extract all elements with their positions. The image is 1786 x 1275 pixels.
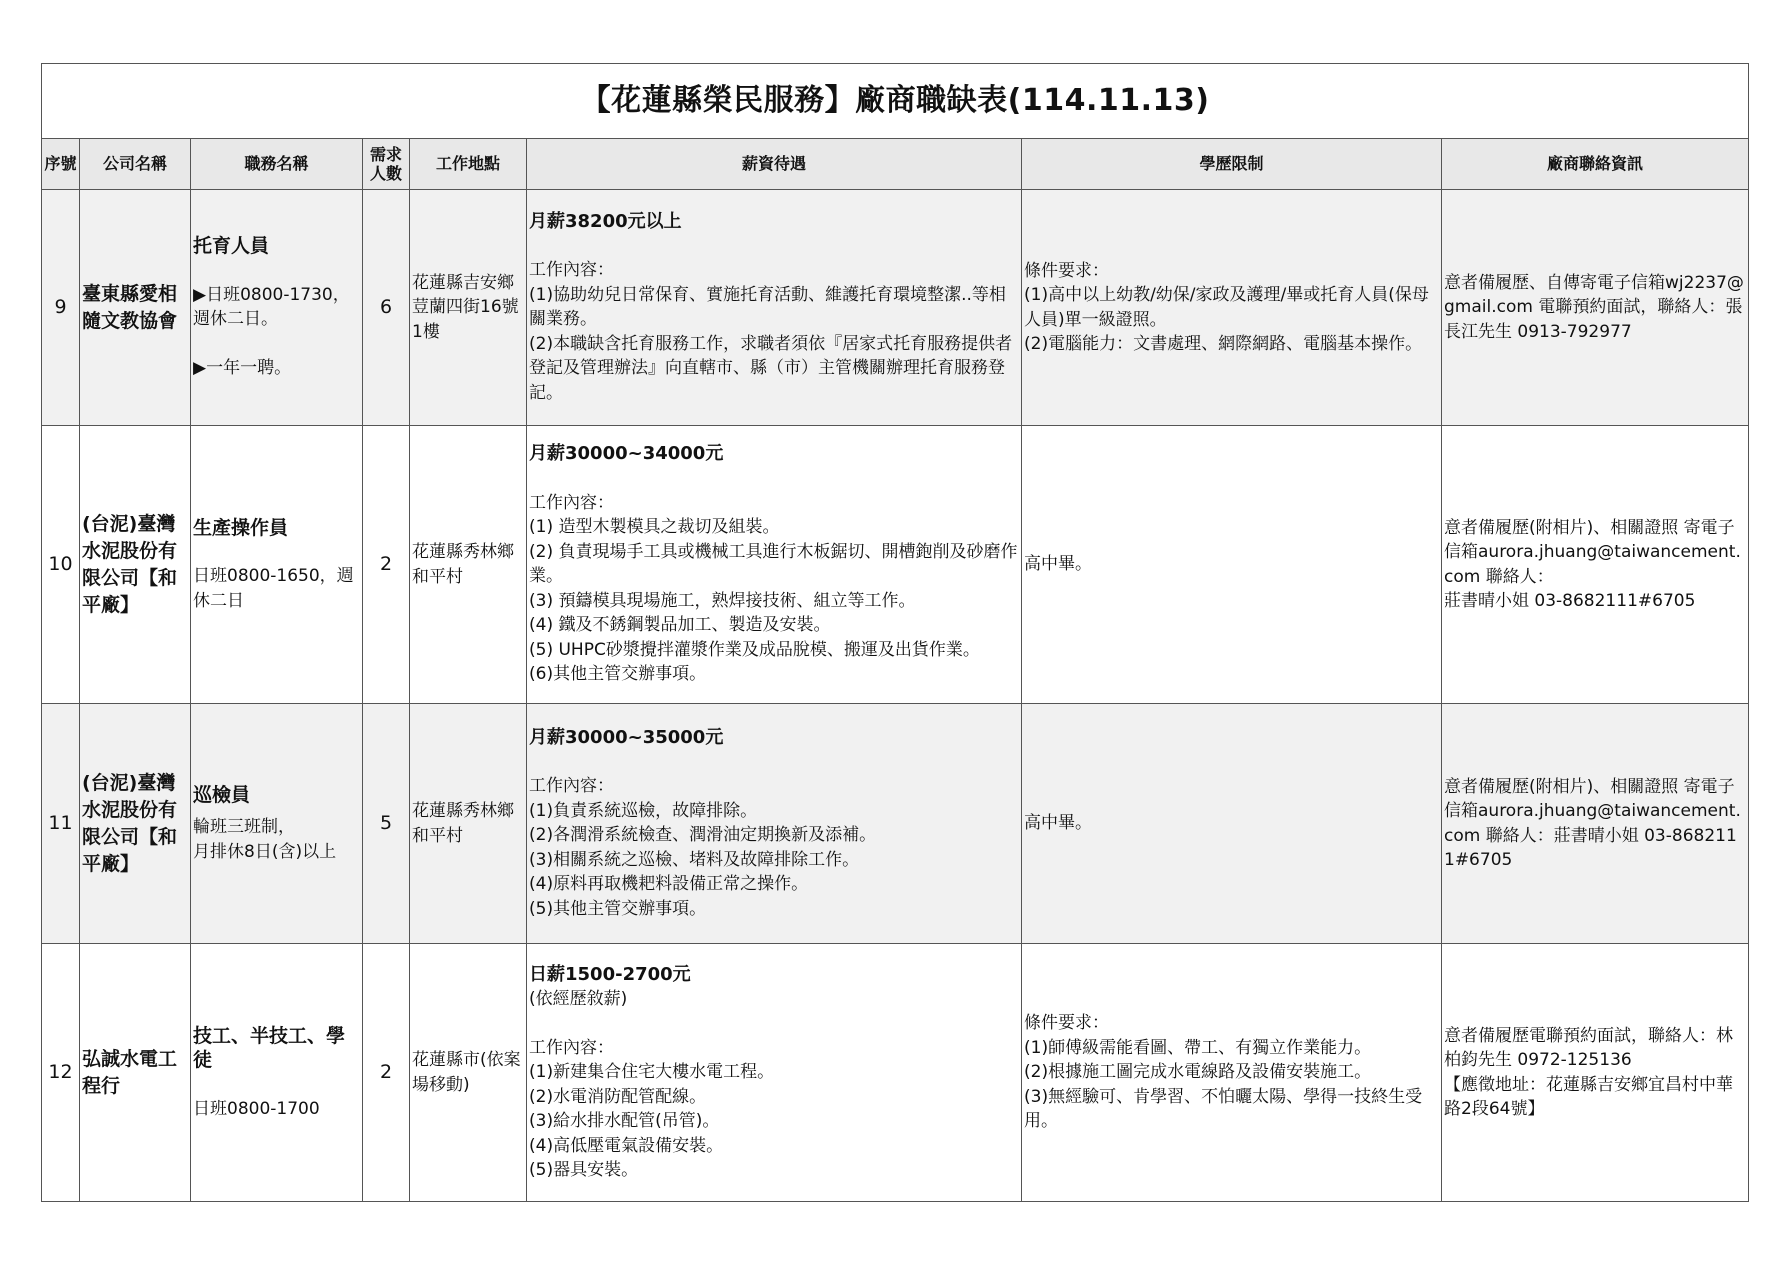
table-row bbox=[42, 704, 1749, 944]
header-education: 學歷限制 bbox=[1022, 139, 1442, 190]
cell-job bbox=[191, 426, 363, 704]
salary-note: (依經歷敘薪) bbox=[529, 989, 628, 1009]
cell-company: (台泥)臺灣水泥股份有限公司【和平廠】 bbox=[80, 426, 191, 704]
header-salary: 薪資待遇 bbox=[527, 139, 1022, 190]
cell-education: 高中畢。 bbox=[1022, 426, 1442, 704]
job-schedule: 日班0800-1650，週休二日 bbox=[193, 566, 354, 611]
header-count: 需求人數 bbox=[363, 139, 410, 190]
job-title: 生產操作員 bbox=[193, 516, 289, 539]
cell-seq: 10 bbox=[42, 426, 80, 704]
cell-location: 花蓮縣市(依案場移動) bbox=[410, 944, 527, 1202]
cell-job bbox=[191, 944, 363, 1202]
cell-salary bbox=[527, 704, 1022, 944]
cell-company: 弘誠水電工程行 bbox=[80, 944, 191, 1202]
job-description: 工作內容： (1)協助幼兒日常保育、實施托育活動、維護托育環境整潔..等相關業務。 (2)本職缺含托育服務工作，求職者須依『居家式托育服務提供者登記及管理辦法』向直轄市、縣（市）主管機關辦理托育服務登記。 bbox=[529, 260, 1013, 403]
cell-company: 臺東縣愛相隨文教協會 bbox=[80, 190, 191, 426]
cell-location: 花蓮縣秀林鄉和平村 bbox=[410, 426, 527, 704]
salary-head: 月薪38200元以上 bbox=[529, 210, 682, 232]
cell-company: (台泥)臺灣水泥股份有限公司【和平廠】 bbox=[80, 704, 191, 944]
table-row bbox=[42, 426, 1749, 704]
cell-education: 高中畢。 bbox=[1022, 704, 1442, 944]
cell-seq: 9 bbox=[42, 190, 80, 426]
header-contact: 廠商聯絡資訊 bbox=[1442, 139, 1749, 190]
cell-count: 2 bbox=[363, 944, 410, 1202]
salary-head: 月薪30000~35000元 bbox=[529, 726, 724, 748]
salary-head: 月薪30000~34000元 bbox=[529, 443, 724, 465]
cell-salary bbox=[527, 426, 1022, 704]
cell-seq: 11 bbox=[42, 704, 80, 944]
header-seq: 序號 bbox=[42, 139, 80, 190]
page-title: 【花蓮縣榮民服務】廠商職缺表(114.11.13) bbox=[42, 64, 1749, 139]
job-description: 工作內容： (1)負責系統巡檢，故障排除。 (2)各潤滑系統檢查、潤滑油定期換新及添補。 (3)相關系統之巡檢、堵料及故障排除工作。 (4)原料再取機耙料設備正常之操作。 (5)其他主管交辦事項。 bbox=[529, 776, 877, 919]
job-title: 技工、半技工、學徒 bbox=[193, 1024, 346, 1072]
job-title: 巡檢員 bbox=[193, 783, 251, 806]
cell-count: 2 bbox=[363, 426, 410, 704]
cell-salary bbox=[527, 190, 1022, 426]
cell-job bbox=[191, 704, 363, 944]
cell-count: 5 bbox=[363, 704, 410, 944]
job-schedule: 日班0800-1700 bbox=[193, 1098, 320, 1119]
cell-seq: 12 bbox=[42, 944, 80, 1202]
cell-contact: 意者備履歷(附相片)、相關證照 寄電子信箱aurora.jhuang@taiwancement.com 聯絡人：莊書晴小姐 03-8682111#6705 bbox=[1442, 704, 1749, 944]
header-job: 職務名稱 bbox=[191, 139, 363, 190]
cell-education: 條件要求： (1)師傅級需能看圖、帶工、有獨立作業能力。 (2)根據施工圖完成水電線路及設備安裝施工。 (3)無經驗可、肯學習、不怕曬太陽、學得一技終生受用。 bbox=[1022, 944, 1442, 1202]
cell-education: 條件要求： (1)高中以上幼教/幼保/家政及護理/畢或托育人員(保母人員)單一級證照。 (2)電腦能力：文書處理、網際網路、電腦基本操作。 bbox=[1022, 190, 1442, 426]
cell-salary bbox=[527, 944, 1022, 1202]
cell-contact: 意者備履歷、自傳寄電子信箱wj2237@gmail.com 電聯預約面試，聯絡人：張長江先生 0913-792977 bbox=[1442, 190, 1749, 426]
cell-contact: 意者備履歷(附相片)、相關證照 寄電子信箱aurora.jhuang@taiwancement.com 聯絡人： 莊書晴小姐 03-8682111#6705 bbox=[1442, 426, 1749, 704]
job-title: 托育人員 bbox=[193, 235, 270, 258]
cell-location: 花蓮縣秀林鄉和平村 bbox=[410, 704, 527, 944]
cell-contact: 意者備履歷電聯預約面試，聯絡人：林柏鈞先生 0972-125136 【應徵地址：花蓮縣吉安鄉宜昌村中華路2段64號】 bbox=[1442, 944, 1749, 1202]
salary-head: 日薪1500-2700元 bbox=[529, 963, 691, 985]
table-row bbox=[42, 190, 1749, 426]
job-description: 工作內容： (1) 造型木製模具之裁切及組裝。 (2) 負責現場手工具或機械工具進行木板鋸切、開槽鉋削及砂磨作業。 (3) 預鑄模具現場施工，熟焊接技術、組立等工作。 (4) 鐵及不銹鋼製品加工、製造及安裝。 (5) UHPC砂漿攪拌灌漿作業及成品脫模、搬運及出貨作業。 (6)其他主管交辦事項。 bbox=[529, 492, 1018, 685]
cell-count: 6 bbox=[363, 190, 410, 426]
table-row bbox=[42, 944, 1749, 1202]
header-location: 工作地點 bbox=[410, 139, 527, 190]
table-header-row bbox=[42, 139, 1749, 190]
job-vacancy-table bbox=[41, 63, 1749, 1202]
cell-job bbox=[191, 190, 363, 426]
header-company: 公司名稱 bbox=[80, 139, 191, 190]
cell-location: 花蓮縣吉安鄉荳蘭四街16號1樓 bbox=[410, 190, 527, 426]
job-schedule: 輪班三班制， 月排休8日(含)以上 bbox=[193, 817, 337, 862]
job-schedule: ▶日班0800-1730，週休二日。 ▶一年一聘。 bbox=[193, 284, 350, 379]
job-description: 工作內容： (1)新建集合住宅大樓水電工程。 (2)水電消防配管配線。 (3)給水排水配管(吊管)。 (4)高低壓電氣設備安裝。 (5)器具安裝。 bbox=[529, 1037, 775, 1180]
job-vacancy-sheet bbox=[41, 63, 1748, 1202]
